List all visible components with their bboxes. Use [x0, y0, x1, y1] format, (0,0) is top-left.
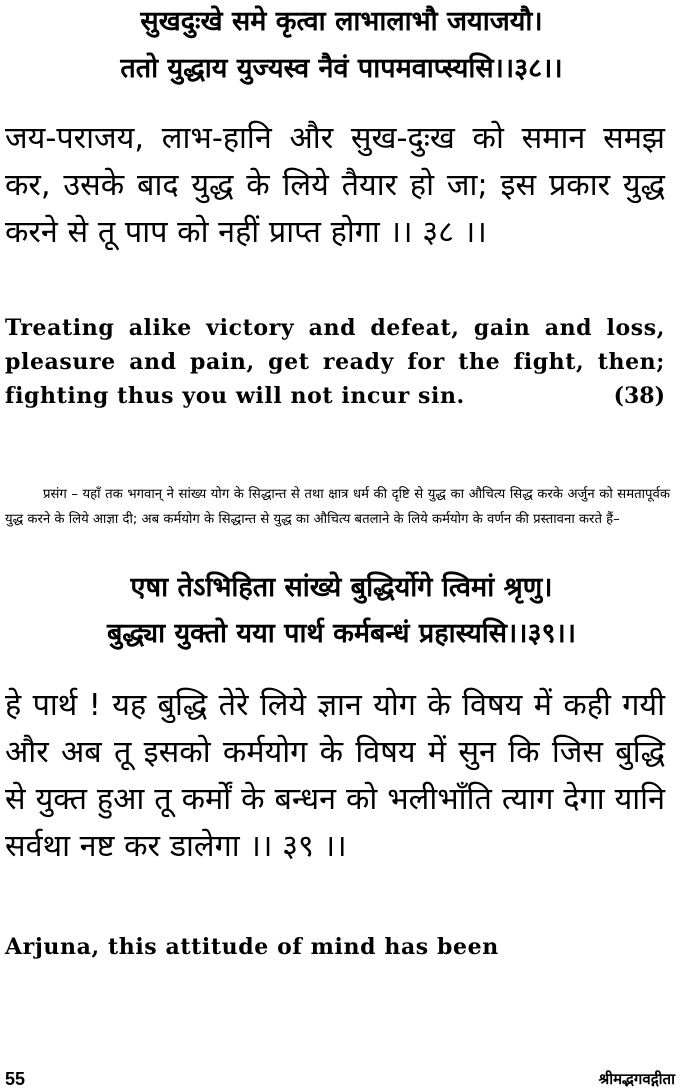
verse-38-line-1: सुखदुःखे समे कृत्वा लाभालाभौ जयाजयौ।: [140, 6, 543, 37]
verse-38-line-2: ततो युद्धाय युज्यस्व नैवं पापमवाप्स्यसि।।३८।।: [120, 53, 563, 84]
english-translation-38: [5, 311, 665, 413]
page-number: 55: [5, 1069, 26, 1089]
hindi-translation-39: हे पार्थ ! यह बुद्धि तेरे लिये ज्ञान योग के विषय में कही गयी और अब तू इसको कर्मयोग के विषय में सुन कि जिस बुद्धि से युक्त हुआ तू कर्मों के बन्धन को भलीभाँति त्याग देगा यानि सर्वथा नष्ट कर डालेगा ।। ३९ ।।: [5, 688, 665, 864]
verse-number-38: (38): [613, 383, 665, 409]
english-translation-38-text: Treating alike victory and defeat, gain and loss, pleasure and pain, get ready for the fight, then; fighting thus you will not incur sin.: [5, 315, 665, 409]
verse-39-line-2: बुद्ध्या युक्तो यया पार्थ कर्मबन्धं प्रहास्यसि।।३९।।: [106, 618, 577, 649]
context-note: प्रसंग – यहाँ तक भगवान् ने सांख्य योग के सिद्धान्त से तथा क्षात्र धर्म की दृष्टि से युद्ध का औचित्य सिद्ध करके अर्जुन को समतापूर्वक युद्ध करने के लिये आज्ञा दी; अब कर्मयोग के सिद्धान्त से युद्ध का औचित्य बतलाने के लिये कर्मयोग के वर्णन की प्रस्तावना करते हैं–: [5, 487, 670, 527]
hindi-translation-38: जय-पराजय, लाभ-हानि और सुख-दुःख को समान समझ कर, उसके बाद युद्ध के लिये तैयार हो जा; इस प्रकार युद्ध करने से तू पाप को नहीं प्राप्त होगा ।। ३८ ।।: [5, 121, 665, 250]
verse-39-line-1: एषा तेऽभिहिता सांख्ये बुद्धिर्योगे त्विमां श्रृणु।: [130, 572, 553, 603]
book-title: श्रीमद्भगवद्गीता: [598, 1070, 675, 1088]
english-translation-39: Arjuna, this attitude of mind has been: [5, 934, 499, 960]
